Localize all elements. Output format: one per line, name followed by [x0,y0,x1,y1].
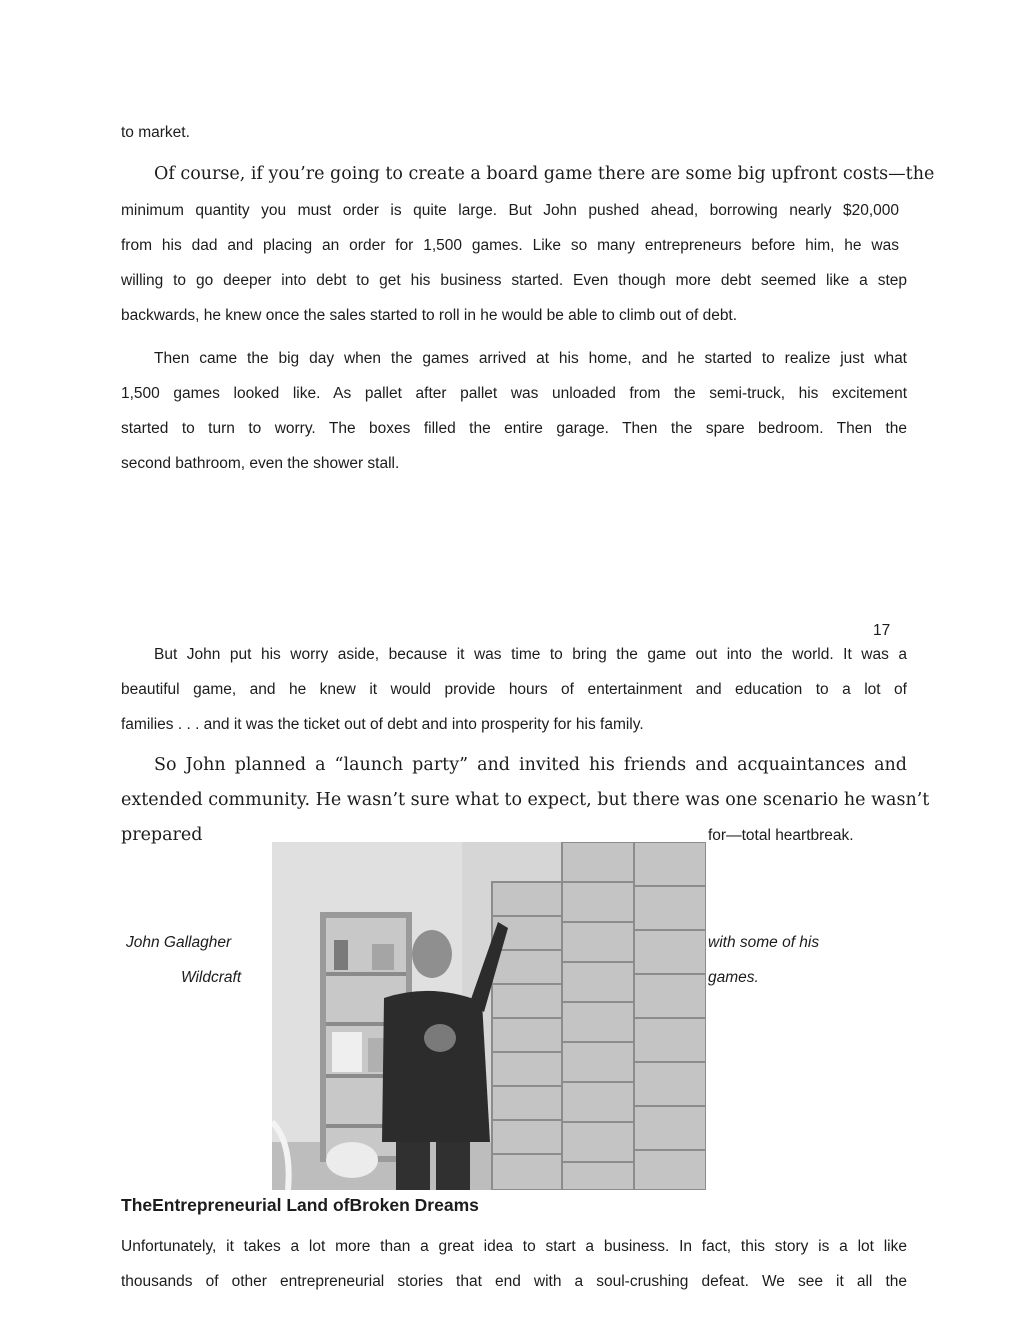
para1-line1: Of course, if you’re going to create a board game there are some big upfront costs—the [154,164,935,184]
para1-line3: from his dad and placing an order for 1,500 games. Like so many entrepreneurs before him, he was [121,237,899,254]
para4-line3-end: for—total heartbreak. [708,827,854,844]
photo-illustration [272,842,706,1190]
para2-line2: 1,500 games looked like. As pallet after pallet was unloaded from the semi-truck, his excitement [121,385,907,402]
para4-line3-start: prepared [121,825,203,845]
caption-left-1: John Gallagher [126,934,232,951]
caption-left-2: Wildcraft [181,969,242,986]
para3-line2: beautiful game, and he knew it would provide hours of entertainment and education to a lot of [121,681,907,698]
para3-line1: But John put his worry aside, because it was time to bring the game out into the world. It was a [154,646,907,663]
intro-fragment: to market. [121,124,190,141]
caption-right-1: with some of his [708,934,820,951]
para5-line1: Unfortunately, it takes a lot more than a great idea to start a business. In fact, this story is a lot like [121,1238,907,1255]
para2-line4: second bathroom, even the shower stall. [121,455,400,472]
para4-line2: extended community. He wasn’t sure what to expect, but there was one scenario he wasn’t [121,790,930,810]
para2-line1: Then came the big day when the games arrived at his home, and he started to realize just what [154,350,907,367]
caption-right-2: games. [708,969,759,986]
para1-line2: minimum quantity you must order is quite large. But John pushed ahead, borrowing nearly $20,000 [121,202,899,219]
page-number: 17 [873,622,891,639]
para1-line4: willing to go deeper into debt to get his business started. Even though more debt seemed like a step [121,272,907,289]
para1-line5: backwards, he knew once the sales started to roll in he would be able to climb out of debt. [121,307,738,324]
para4-line1: So John planned a “launch party” and invited his friends and acquaintances and [154,755,907,775]
para2-line3: started to turn to worry. The boxes filled the entire garage. Then the spare bedroom. Then the [121,420,907,437]
para3-line3: families . . . and it was the ticket out of debt and into prosperity for his family. [121,716,644,733]
photo-john-with-game-boxes [272,842,706,1190]
para5-line2: thousands of other entrepreneurial stories that end with a soul-crushing defeat. We see it all the [121,1273,907,1290]
section-heading: TheEntrepreneurial Land ofBroken Dreams [121,1195,479,1215]
